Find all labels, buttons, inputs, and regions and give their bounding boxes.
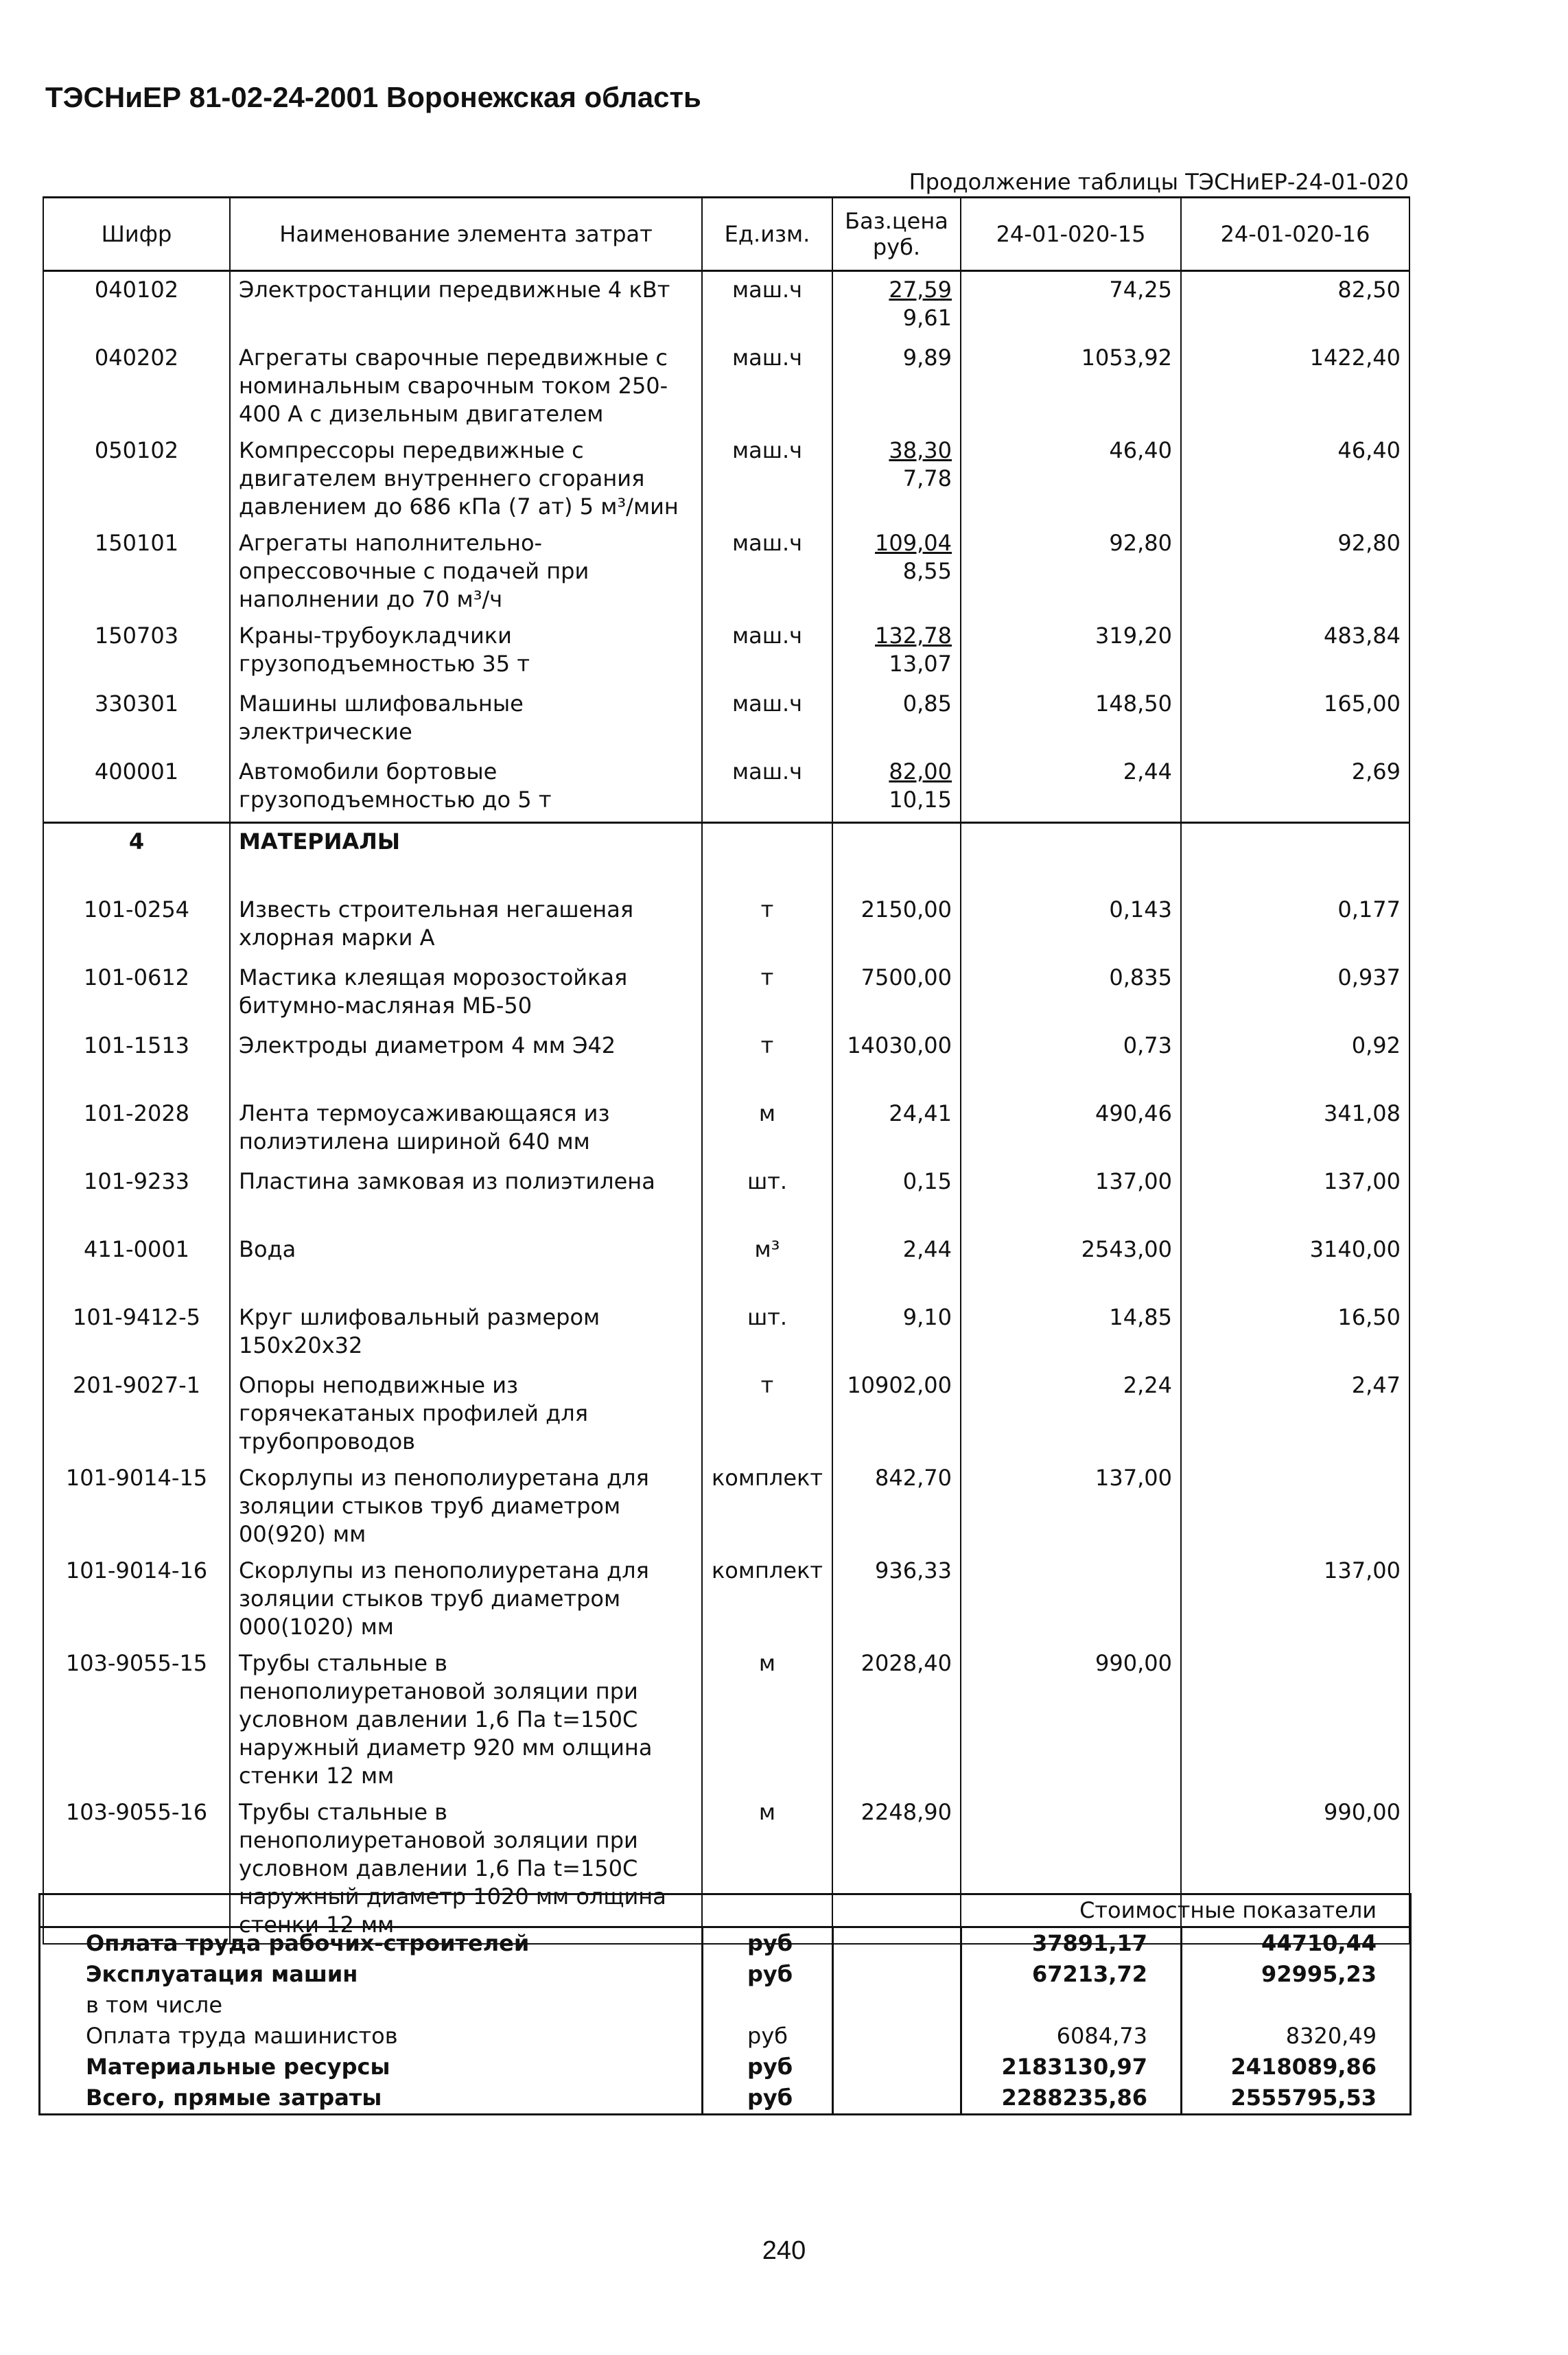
- cost-label: Всего, прямые затраты: [40, 2083, 703, 2115]
- row-value-16: [1181, 1645, 1409, 1794]
- row-name: Пластина замковая из полиэтилена: [230, 1163, 702, 1231]
- table-header-row: [43, 198, 1409, 271]
- row-name: Электроды диаметром 4 мм Э42: [230, 1028, 702, 1095]
- row-code: 150703: [43, 618, 230, 686]
- cost-summary-header: Стоимостные показатели: [40, 1894, 1411, 1927]
- cost-summary-row: [40, 1959, 1411, 1990]
- base-price: 27,59: [889, 277, 952, 303]
- base-price: 109,04: [875, 530, 952, 556]
- row-price: [832, 525, 961, 618]
- machine-row: [43, 432, 1409, 525]
- row-unit: маш.ч: [702, 271, 832, 340]
- row-value-16: 0,937: [1181, 960, 1409, 1028]
- machine-row: [43, 340, 1409, 432]
- row-name: Трубы стальные в пенополиуретановой золяции при условном давлении 1,6 Па t=150С наружный диаметр 920 мм олщина стенки 12 мм: [230, 1645, 702, 1794]
- cost-value-16: 44710,44: [1182, 1927, 1411, 1960]
- cost-summary-row: [40, 1990, 1411, 2021]
- row-unit: маш.ч: [702, 618, 832, 686]
- base-price: 38,30: [889, 437, 952, 463]
- row-value-15: 319,20: [961, 618, 1181, 686]
- cost-unit: руб: [703, 1927, 833, 1960]
- row-price: [832, 686, 961, 754]
- cost-value-15: [961, 1990, 1182, 2021]
- row-name: Агрегаты наполнительно-опрессовочные с подачей при наполнении до 70 м³/ч: [230, 525, 702, 618]
- row-name: Известь строительная негашеная хлорная марки А: [230, 892, 702, 960]
- table-body: [43, 271, 1409, 1945]
- row-unit: т: [702, 1367, 832, 1460]
- machinist-wage: 13,07: [889, 651, 952, 677]
- empty-cell: [833, 2021, 961, 2052]
- cost-unit: руб: [703, 2083, 833, 2115]
- row-value-15: 148,50: [961, 686, 1181, 754]
- machine-row: [43, 271, 1409, 340]
- row-unit: м: [702, 1794, 832, 1944]
- material-row: [43, 1299, 1409, 1367]
- cost-summary-row: [40, 2052, 1411, 2083]
- row-value-16: [1181, 1460, 1409, 1553]
- header-unit: Ед.изм.: [702, 198, 832, 271]
- row-value-16: 2,69: [1181, 754, 1409, 823]
- material-row: [43, 1163, 1409, 1231]
- row-price: 2028,40: [832, 1645, 961, 1794]
- row-value-15: 0,835: [961, 960, 1181, 1028]
- row-value-16: 82,50: [1181, 271, 1409, 340]
- cost-value-16: 8320,49: [1182, 2021, 1411, 2052]
- row-price: 9,10: [832, 1299, 961, 1367]
- row-code: 101-9412-5: [43, 1299, 230, 1367]
- row-code: 101-0612: [43, 960, 230, 1028]
- row-code: 330301: [43, 686, 230, 754]
- row-name: Скорлупы из пенополиуретана для золяции стыков труб диаметром 00(920) мм: [230, 1460, 702, 1553]
- cost-value-15: 6084,73: [961, 2021, 1182, 2052]
- machinist-wage: 7,78: [902, 465, 952, 491]
- empty-cell: [961, 823, 1181, 892]
- resource-table: [43, 196, 1410, 1945]
- cost-unit: руб: [703, 2021, 833, 2052]
- row-price: 2150,00: [832, 892, 961, 960]
- document-title: ТЭСНиЕР 81-02-24-2001 Воронежская область: [45, 81, 701, 113]
- row-price: 7500,00: [832, 960, 961, 1028]
- row-price: 936,33: [832, 1553, 961, 1645]
- row-value-15: 2,24: [961, 1367, 1181, 1460]
- machine-row: [43, 754, 1409, 823]
- empty-cell: [702, 823, 832, 892]
- row-price: [832, 754, 961, 823]
- row-value-15: 46,40: [961, 432, 1181, 525]
- cost-label: в том числе: [40, 1990, 703, 2021]
- row-code: 040102: [43, 271, 230, 340]
- row-value-15: 2543,00: [961, 1231, 1181, 1299]
- row-value-15: 2,44: [961, 754, 1181, 823]
- empty-cell: [1181, 823, 1409, 892]
- row-code: 201-9027-1: [43, 1367, 230, 1460]
- row-code: 050102: [43, 432, 230, 525]
- row-unit: маш.ч: [702, 754, 832, 823]
- row-value-16: 3140,00: [1181, 1231, 1409, 1299]
- row-code: 101-9233: [43, 1163, 230, 1231]
- row-code: 040202: [43, 340, 230, 432]
- empty-cell: [832, 823, 961, 892]
- row-value-16: 92,80: [1181, 525, 1409, 618]
- row-value-16: 2,47: [1181, 1367, 1409, 1460]
- material-row: [43, 1645, 1409, 1794]
- row-price: 2248,90: [832, 1794, 961, 1944]
- row-unit: м³: [702, 1231, 832, 1299]
- machinist-wage: 10,15: [889, 787, 952, 813]
- row-name: Автомобили бортовые грузоподъемностью до 5 т: [230, 754, 702, 823]
- machinist-wage: 9,61: [902, 305, 952, 331]
- cost-summary-body: [40, 1894, 1411, 2115]
- row-value-15: 1053,92: [961, 340, 1181, 432]
- cost-unit: руб: [703, 1959, 833, 1990]
- row-unit: маш.ч: [702, 525, 832, 618]
- empty-cell: [833, 1927, 961, 1960]
- row-value-15: [961, 1553, 1181, 1645]
- section-title: МАТЕРИАЛЫ: [230, 823, 702, 892]
- row-value-16: 990,00: [1181, 1794, 1409, 1944]
- row-value-15: 14,85: [961, 1299, 1181, 1367]
- cost-value-15: 2288235,86: [961, 2083, 1182, 2115]
- machine-row: [43, 686, 1409, 754]
- material-row: [43, 1231, 1409, 1299]
- row-value-16: 1422,40: [1181, 340, 1409, 432]
- row-unit: маш.ч: [702, 686, 832, 754]
- material-row: [43, 1028, 1409, 1095]
- machine-row: [43, 525, 1409, 618]
- material-row: [43, 1367, 1409, 1460]
- material-row: [43, 1460, 1409, 1553]
- material-row: [43, 1553, 1409, 1645]
- cost-unit: [703, 1990, 833, 2021]
- row-unit: комплект: [702, 1553, 832, 1645]
- row-code: 101-0254: [43, 892, 230, 960]
- page-number: 240: [762, 2236, 806, 2265]
- row-code: 101-2028: [43, 1095, 230, 1163]
- cost-label: Эксплуатация машин: [40, 1959, 703, 1990]
- row-code: 400001: [43, 754, 230, 823]
- row-price: [832, 271, 961, 340]
- row-unit: т: [702, 892, 832, 960]
- row-unit: м: [702, 1095, 832, 1163]
- row-unit: т: [702, 960, 832, 1028]
- row-code: 103-9055-16: [43, 1794, 230, 1944]
- row-price: 842,70: [832, 1460, 961, 1553]
- cost-label: Оплата труда рабочих-строителей: [40, 1927, 703, 1960]
- row-code: 101-1513: [43, 1028, 230, 1095]
- row-price: 0,15: [832, 1163, 961, 1231]
- row-value-15: 92,80: [961, 525, 1181, 618]
- row-name: Агрегаты сварочные передвижные с номинальным сварочным током 250-400 А с дизельным двигателем: [230, 340, 702, 432]
- cost-summary-row: [40, 2083, 1411, 2115]
- header-name: Наименование элемента затрат: [230, 198, 702, 271]
- base-price: 0,85: [902, 691, 952, 717]
- row-price: 10902,00: [832, 1367, 961, 1460]
- row-code: 103-9055-15: [43, 1645, 230, 1794]
- empty-cell: [833, 2052, 961, 2083]
- base-price: 132,78: [875, 623, 952, 649]
- row-value-15: 490,46: [961, 1095, 1181, 1163]
- row-value-15: 0,143: [961, 892, 1181, 960]
- row-name: Вода: [230, 1231, 702, 1299]
- row-value-16: 137,00: [1181, 1553, 1409, 1645]
- row-value-15: 990,00: [961, 1645, 1181, 1794]
- row-value-15: 0,73: [961, 1028, 1181, 1095]
- row-unit: шт.: [702, 1299, 832, 1367]
- empty-cell: [833, 2083, 961, 2115]
- row-unit: м: [702, 1645, 832, 1794]
- base-price: 82,00: [889, 758, 952, 785]
- machine-row: [43, 618, 1409, 686]
- row-code: 101-9014-15: [43, 1460, 230, 1553]
- row-value-16: 341,08: [1181, 1095, 1409, 1163]
- cost-value-16: 2555795,53: [1182, 2083, 1411, 2115]
- row-price: 2,44: [832, 1231, 961, 1299]
- cost-value-16: [1182, 1990, 1411, 2021]
- cost-summary-row: [40, 1927, 1411, 1960]
- cost-value-15: 67213,72: [961, 1959, 1182, 1990]
- empty-cell: [833, 1990, 961, 2021]
- header-price: Баз.цена руб.: [832, 198, 961, 271]
- row-name: Скорлупы из пенополиуретана для золяции стыков труб диаметром 000(1020) мм: [230, 1553, 702, 1645]
- row-unit: комплект: [702, 1460, 832, 1553]
- row-name: Электростанции передвижные 4 кВт: [230, 271, 702, 340]
- row-price: [832, 618, 961, 686]
- cost-value-15: 37891,17: [961, 1927, 1182, 1960]
- material-row: [43, 892, 1409, 960]
- cost-summary-header-row: [40, 1894, 1411, 1927]
- section-code: 4: [43, 823, 230, 892]
- row-value-16: 137,00: [1181, 1163, 1409, 1231]
- row-code: 150101: [43, 525, 230, 618]
- row-unit: т: [702, 1028, 832, 1095]
- cost-value-16: 2418089,86: [1182, 2052, 1411, 2083]
- cost-unit: руб: [703, 2052, 833, 2083]
- material-row: [43, 960, 1409, 1028]
- machinist-wage: 8,55: [902, 558, 952, 584]
- row-value-16: 46,40: [1181, 432, 1409, 525]
- material-row: [43, 1095, 1409, 1163]
- row-name: Опоры неподвижные из горячекатаных профилей для трубопроводов: [230, 1367, 702, 1460]
- row-value-16: 483,84: [1181, 618, 1409, 686]
- table-continuation-caption: Продолжение таблицы ТЭСНиЕР-24-01-020: [909, 169, 1409, 195]
- row-name: Круг шлифовальный размером 150х20х32: [230, 1299, 702, 1367]
- row-name: Компрессоры передвижные с двигателем внутреннего сгорания давлением до 686 кПа (7 ат) 5 м³/мин: [230, 432, 702, 525]
- row-price: [832, 340, 961, 432]
- header-col15: 24-01-020-15: [961, 198, 1181, 271]
- row-unit: маш.ч: [702, 340, 832, 432]
- cost-label: Материальные ресурсы: [40, 2052, 703, 2083]
- row-unit: маш.ч: [702, 432, 832, 525]
- row-value-15: 137,00: [961, 1460, 1181, 1553]
- row-name: Трубы стальные в пенополиуретановой золяции при условном давлении 1,6 Па t=150С наружный диаметр 1020 мм олщина стенки 12 мм: [230, 1794, 702, 1944]
- row-value-16: 0,92: [1181, 1028, 1409, 1095]
- row-value-16: 165,00: [1181, 686, 1409, 754]
- row-price: 24,41: [832, 1095, 961, 1163]
- cost-value-16: 92995,23: [1182, 1959, 1411, 1990]
- row-price: 14030,00: [832, 1028, 961, 1095]
- empty-cell: [833, 1959, 961, 1990]
- row-name: Краны-трубоукладчики грузоподъемностью 35 т: [230, 618, 702, 686]
- cost-summary-row: [40, 2021, 1411, 2052]
- row-value-16: 0,177: [1181, 892, 1409, 960]
- row-name: Мастика клеящая морозостойкая битумно-масляная МБ-50: [230, 960, 702, 1028]
- header-col16: 24-01-020-16: [1181, 198, 1409, 271]
- row-code: 101-9014-16: [43, 1553, 230, 1645]
- cost-summary-table: [38, 1893, 1412, 2115]
- row-price: [832, 432, 961, 525]
- cost-value-15: 2183130,97: [961, 2052, 1182, 2083]
- row-unit: шт.: [702, 1163, 832, 1231]
- row-name: Машины шлифовальные электрические: [230, 686, 702, 754]
- section-row-materials: [43, 823, 1409, 892]
- cost-label: Оплата труда машинистов: [40, 2021, 703, 2052]
- row-value-15: 137,00: [961, 1163, 1181, 1231]
- row-code: 411-0001: [43, 1231, 230, 1299]
- base-price: 9,89: [902, 345, 952, 371]
- header-code: Шифр: [43, 198, 230, 271]
- row-value-15: 74,25: [961, 271, 1181, 340]
- row-value-16: 16,50: [1181, 1299, 1409, 1367]
- row-name: Лента термоусаживающаяся из полиэтилена шириной 640 мм: [230, 1095, 702, 1163]
